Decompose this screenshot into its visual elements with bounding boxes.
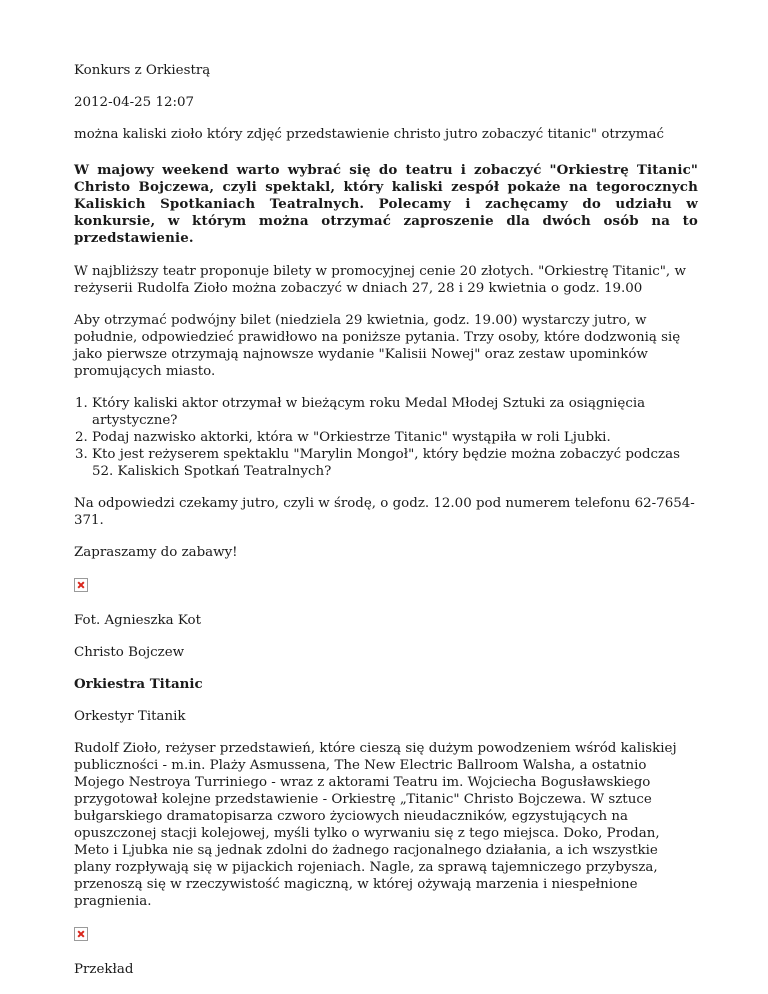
article-keywords: można kaliski zioło który zdjęć przedstawienie christo jutro zobaczyć titanic" otrzymać: [74, 127, 664, 142]
question-item: 3. Kto jest reżyserem spektaklu "Marylin Mongoł", który będzie można zobaczyć podczas 52. Kaliskich Spotkań Teatralnych?: [92, 446, 698, 480]
play-title-original: Orkestyr Titanik: [74, 709, 186, 724]
article-date: 2012-04-25 12:07: [74, 95, 195, 110]
article-title: Konkurs z Orkiestrą: [74, 63, 211, 78]
paragraph-contest: Aby otrzymać podwójny bilet (niedziela 29 kwietnia, godz. 19.00) wystarczy jutro, w południe, odpowiedzieć prawidłowo na poniższe pytania. Trzy osoby, które dodzwonią się jako pierwsze otrzymają najnowsze wydanie "Kalisii Nowej" oraz zestaw upominków promujących miasto.: [74, 313, 681, 379]
broken-image-icon: [74, 927, 88, 941]
paragraph-invite: Zapraszamy do zabawy!: [74, 545, 238, 560]
paragraph-tickets: W najbliższy teatr proponuje bilety w promocyjnej cenie 20 złotych. "Orkiestrę Titanic", w reżyserii Rudolfa Zioło można zobaczyć w dniach 27, 28 i 29 kwietnia o godz. 19.00: [74, 264, 686, 296]
photo-credit: Fot. Agnieszka Kot: [74, 613, 201, 628]
question-list: [74, 395, 698, 480]
article: [74, 62, 698, 993]
question-item: 2. Podaj nazwisko aktorki, która w "Orkiestrze Titanic" wystąpiła w roli Ljubki.: [92, 429, 698, 446]
play-description: Rudolf Zioło, reżyser przedstawień, które cieszą się dużym powodzeniem wśród kaliskiej publiczności - m.in. Plaży Asmussena, The New Electric Ballroom Walsha, a ostatnio Mojego Nestroya Turriniego - wraz z aktorami Teatru im. Wojciecha Bogusławskiego przygotował kolejne przedstawienie - Orkiestrę „Titanic" Christo Bojczewa. W sztuce bułgarskiego dramatopisarza czworo życiowych nieudaczników, egzystujących na opuszczonej stacji kolejowej, myśli tylko o wyrwaniu się z tego miejsca. Doko, Prodan, Meto i Ljubka nie są jednak zdolni do żadnego racjonalnego działania, a ich wszystkie plany rozpływają się w pijackich rojeniach. Nagle, za sprawą tajemniczego przybysza, przenoszą się w rzeczywistość magiczną, w której ożywają marzenia i niespełnione pragnienia.: [74, 741, 677, 909]
article-lead: W majowy weekend warto wybrać się do teatru i zobaczyć "Orkiestrę Titanic" Christo Bojczewa, czyli spektakl, który kaliski zespół pokaże na tegorocznych Kaliskich Spotkaniach Teatralnych. Polecamy i zachęcamy do udziału w konkursie, w którym można otrzymać zaproszenie dla dwóch osób na to przedstawienie.: [74, 162, 698, 246]
play-author: Christo Bojczew: [74, 645, 185, 660]
paragraph-answers: Na odpowiedzi czekamy jutro, czyli w środę, o godz. 12.00 pod numerem telefonu 62-7654-371.: [74, 496, 695, 528]
play-title: Orkiestra Titanic: [74, 676, 203, 692]
question-item: 1. Który kaliski aktor otrzymał w bieżącym roku Medal Młodej Sztuki za osiągnięcia artystyczne?: [92, 395, 698, 429]
translation-label: Przekład: [74, 962, 134, 977]
broken-image-icon: [74, 578, 88, 592]
